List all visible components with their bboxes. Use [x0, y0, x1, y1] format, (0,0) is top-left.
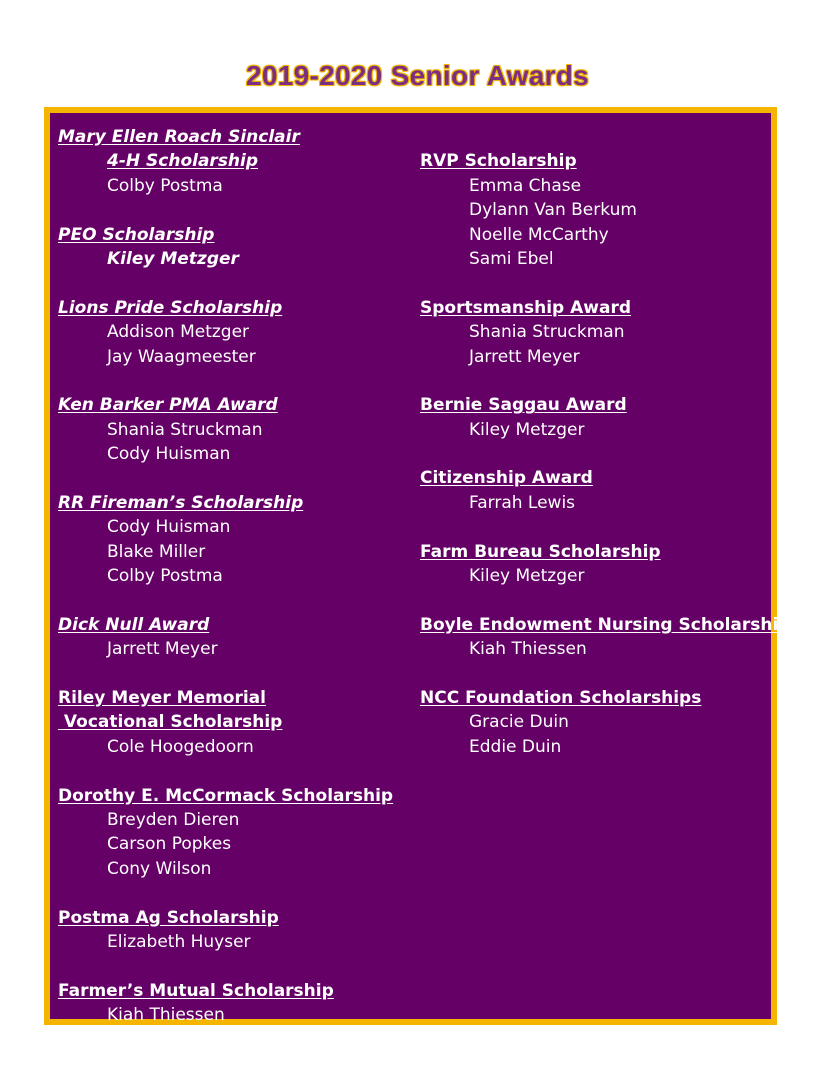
- left-award-column: [58, 125, 413, 1027]
- recipient-name: Colby Postma: [107, 175, 223, 196]
- page-title: 2019-2020 Senior Awards: [245, 60, 590, 91]
- recipient-name: Cody Huisman: [107, 444, 231, 465]
- award-title-bernie: Bernie Saggau Award: [420, 395, 627, 416]
- recipient-name: Kiley Metzger: [107, 248, 239, 269]
- award-title-riley-line2: Vocational Scholarship: [58, 712, 283, 733]
- recipient-name: Cony Wilson: [107, 858, 212, 879]
- recipient-name: Breyden Dieren: [107, 809, 240, 830]
- recipient-name: Cole Hoogedoorn: [107, 736, 254, 757]
- award-title-citizenship: Citizenship Award: [420, 468, 593, 489]
- award-title-peo: PEO Scholarship: [58, 224, 215, 245]
- award-title-lions: Lions Pride Scholarship: [58, 297, 283, 318]
- recipient-name: Colby Postma: [107, 566, 223, 587]
- recipient-name: Sami Ebel: [469, 248, 554, 269]
- recipient-name: Eddie Duin: [469, 736, 562, 757]
- recipient-name: Elizabeth Huyser: [107, 931, 251, 952]
- recipient-name: Farrah Lewis: [469, 492, 576, 513]
- recipient-name: Addison Metzger: [107, 322, 250, 343]
- award-title-riley-line1: Riley Meyer Memorial: [58, 687, 266, 708]
- recipient-name: Shania Struckman: [469, 322, 625, 343]
- recipient-name: Carson Popkes: [107, 834, 232, 855]
- award-title-rr-fireman: RR Fireman’s Scholarship: [58, 492, 304, 513]
- recipient-name: Kiah Thiessen: [469, 639, 587, 660]
- award-title-mary-ellen-line1: Mary Ellen Roach Sinclair: [58, 127, 300, 147]
- award-title-ken-barker: Ken Barker PMA Award: [58, 395, 278, 416]
- recipient-name: Kiley Metzger: [469, 566, 585, 587]
- award-title-dorothy: Dorothy E. McCormack Scholarship: [58, 785, 394, 806]
- recipient-name: Kiah Thiessen: [107, 1005, 225, 1026]
- recipient-name: Blake Miller: [107, 541, 206, 562]
- recipient-name: Gracie Duin: [469, 712, 569, 733]
- recipient-name: Noelle McCarthy: [469, 224, 609, 245]
- recipient-name: Shania Struckman: [107, 419, 263, 440]
- right-award-column: [420, 125, 791, 759]
- awards-panel: [44, 107, 791, 1026]
- recipient-name: Cody Huisman: [107, 517, 231, 538]
- award-title-boyle: Boyle Endowment Nursing Scholarship: [420, 614, 791, 635]
- recipient-name: Jay Waagmeester: [107, 346, 256, 367]
- award-title-postma-ag: Postma Ag Scholarship: [58, 907, 279, 928]
- award-title-farmers-mutual: Farmer’s Mutual Scholarship: [58, 980, 334, 1001]
- award-title-dick-null: Dick Null Award: [58, 614, 210, 635]
- recipient-name: Emma Chase: [469, 175, 582, 196]
- recipient-name: Jarrett Meyer: [469, 346, 580, 367]
- award-title-ncc: NCC Foundation Scholarships: [420, 687, 702, 708]
- recipient-name: Dylann Van Berkum: [469, 200, 637, 221]
- award-title-mary-ellen-line2: 4-H Scholarship: [107, 151, 259, 172]
- award-title-rvp: RVP Scholarship: [420, 151, 577, 172]
- award-title-farm-bureau: Farm Bureau Scholarship: [420, 541, 661, 562]
- award-title-sportsmanship: Sportsmanship Award: [420, 297, 632, 318]
- recipient-name: Kiley Metzger: [469, 419, 585, 440]
- recipient-name: Jarrett Meyer: [107, 639, 218, 660]
